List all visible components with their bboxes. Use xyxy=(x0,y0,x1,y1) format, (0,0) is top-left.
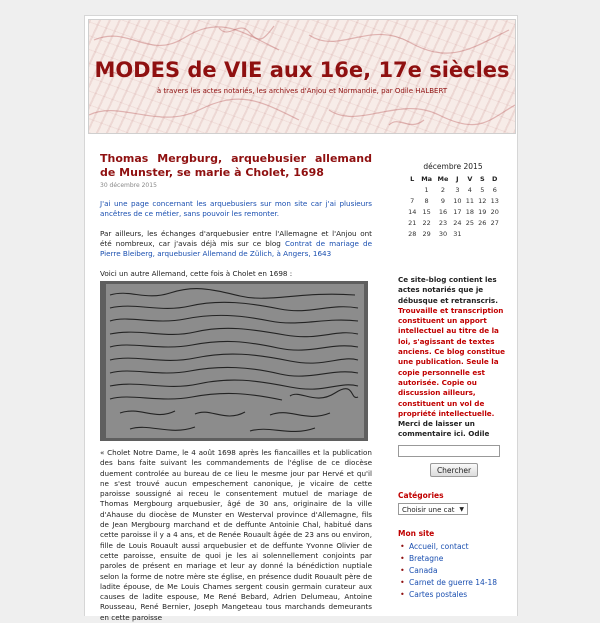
calendar-day-header: S xyxy=(479,174,485,183)
search-input[interactable] xyxy=(398,445,500,457)
calendar-day: 21 xyxy=(408,218,417,227)
calendar-day: 5 xyxy=(480,185,485,194)
calendar-day: 1 xyxy=(424,185,429,194)
calendar-day: 10 xyxy=(453,196,462,205)
calendar-day: 24 xyxy=(453,218,462,227)
calendar-day: 23 xyxy=(438,218,448,227)
calendar-day: 7 xyxy=(410,196,415,205)
calendar-day xyxy=(464,228,476,239)
calendar-day: 22 xyxy=(422,218,431,227)
calendar-day-header: J xyxy=(456,174,459,183)
site-description: à travers les actes notariés, les archives d'Anjou et Normandie, par Odile HALBERT xyxy=(156,87,448,95)
calendar-day: 11 xyxy=(465,196,474,205)
mysite-link-item xyxy=(398,541,508,553)
site-title[interactable]: MODES de VIE aux 16e, 17e siècles xyxy=(94,58,510,82)
calendar-caption: décembre 2015 xyxy=(423,162,483,171)
mysite-link-item xyxy=(398,589,508,601)
paragraph-echanges-text: Par ailleurs, les échanges d'arquebusier entre l'Allemagne et l'Anjou ont été nombreux, car j'avais déjà mis sur ce blog xyxy=(100,229,372,248)
notice-intro: Ce site-blog contient les actes notariés que je débusque et retranscris. xyxy=(398,275,498,305)
mysite-title: Mon site xyxy=(398,529,435,539)
calendar-day: 8 xyxy=(424,196,429,205)
calendar-day xyxy=(476,228,488,239)
link-carnet-guerre[interactable]: Carnet de guerre 14-18 xyxy=(409,578,498,588)
calendar-day: 26 xyxy=(478,218,487,227)
chevron-down-icon: ▼ xyxy=(459,506,464,514)
categories-select[interactable] xyxy=(398,503,468,515)
calendar-week xyxy=(406,184,501,195)
calendar-day: 15 xyxy=(422,207,431,216)
mysite-link-item xyxy=(398,553,508,565)
post-content xyxy=(100,152,372,623)
mysite-links xyxy=(398,541,508,601)
transcription-quote: « Cholet Notre Dame, le 4 août 1698 après les fiancailles et la publication des bans faite suivant les commandements de l'église de ce diocèse duement controlée au bureau de ce lieu le mesme jour par Hervé et qu'il ne s'est trouvé aucun empeschement canonique, je vicaire de cette paroisse soussigné ai receu le consentement mutuel de mariage de Thomas Mergbourg arquebusier, âgé de 30 ans, originaire de la ville d'Ahause du diocèse de Munster en Westerval province d'Allemagne, fils de Jean Mergbourg marchand et de deffunte Antoinie Chal, habitué dans cette paroisse il y a 4 ans, et de Renée Rouault âgée de 23 ans ou environ, fille de Louis Rouault aussi arquebusier et de deffunte Yvonne Olivier de cette paroisse, ensuite de quoi je les ai solennellement conjoints par paroles de présent en mariage et leur ay donné la bénédiction nuptiale selon la forme de notre mère ste église, en présence dudit Rouault père de ladite épouse, de Me Louis Chames sergent cousin germain curateur aux causes de ladite espouse, Me René Bebard, Adrien Delumeau, Antoine Rousseau, René Bernier, Joseph Mangeteau tous marchands demeurants en cette paroisse xyxy=(100,448,372,622)
calendar-day: 19 xyxy=(478,207,487,216)
link-bretagne[interactable]: Bretagne xyxy=(409,554,444,564)
paragraph-voici: Voici un autre Allemand, cette fois à Cholet en 1698 : xyxy=(100,269,293,278)
calendar-day: 16 xyxy=(438,207,448,216)
calendar-day: 25 xyxy=(465,218,474,227)
paragraph-intro xyxy=(100,199,372,219)
link-cartes-postales[interactable]: Cartes postales xyxy=(409,590,468,600)
calendar-day: 31 xyxy=(453,229,462,238)
calendar-day-header: D xyxy=(492,174,498,183)
arquebusiers-page-link[interactable]: J'ai une page concernant les arquebusiers sur mon site car j'ai plusieurs ancêtres de ce métier, sans pouvoir les remonter. xyxy=(100,199,372,218)
calendar-day xyxy=(489,228,501,239)
calendar-day-header: Ma xyxy=(421,174,433,183)
calendar-day: 18 xyxy=(465,207,474,216)
search-button[interactable]: Chercher xyxy=(430,463,478,477)
calendar-day: 13 xyxy=(490,196,499,205)
link-canada[interactable]: Canada xyxy=(409,566,438,576)
calendar-day: 29 xyxy=(422,229,431,238)
calendar-day: 17 xyxy=(453,207,462,216)
calendar-day: 14 xyxy=(408,207,417,216)
link-accueil[interactable]: Accueil, contact xyxy=(409,542,469,552)
calendar-day: 28 xyxy=(408,229,417,238)
calendar-week xyxy=(406,228,501,239)
calendar-day: 2 xyxy=(440,185,446,194)
calendar-day-header: V xyxy=(467,174,473,183)
calendar-day: 20 xyxy=(490,207,499,216)
calendar-day: 9 xyxy=(440,196,446,205)
copyright-notice xyxy=(398,275,508,440)
calendar-header-row xyxy=(406,173,501,184)
categories-title: Catégories xyxy=(398,491,444,501)
calendar-week xyxy=(406,195,501,206)
categories-select-value: Choisir une cat xyxy=(402,506,455,515)
post-title[interactable]: Thomas Mergburg, arquebusier allemand de Munster, se marie à Cholet, 1698 xyxy=(100,152,372,179)
notice-thanks: Merci de laisser un commentaire ici. Odile xyxy=(398,419,490,439)
sidebar xyxy=(398,162,508,601)
calendar-day: 30 xyxy=(438,229,448,238)
handwriting-scan xyxy=(100,281,368,441)
parish-register-image[interactable] xyxy=(100,281,368,441)
mysite-link-item xyxy=(398,577,508,589)
calendar-day: 4 xyxy=(467,185,472,194)
calendar-day: 3 xyxy=(455,185,460,194)
calendar-day: 6 xyxy=(492,185,497,194)
calendar-day-header: Me xyxy=(437,174,449,183)
bullet-icon: • xyxy=(400,578,405,588)
bullet-icon: • xyxy=(400,566,405,576)
page-container xyxy=(84,15,518,622)
notice-warning: Trouvaille et transcription constituent un apport intellectuel au titre de la loi, s'agissant de textes anciens. Ce blog constitue une publication. Seule la copie personnelle est autorisée. Copie ou discussion ailleurs, constituent un vol de propriété intellectuelle. xyxy=(398,305,505,418)
paragraph-echanges xyxy=(100,229,372,259)
calendar-day xyxy=(406,184,418,195)
calendar-day: 27 xyxy=(490,218,499,227)
post-date: 30 décembre 2015 xyxy=(100,182,157,189)
bullet-icon: • xyxy=(400,554,405,564)
calendar-day-header: L xyxy=(410,174,415,183)
site-header xyxy=(88,19,516,134)
calendar-day: 12 xyxy=(478,196,487,205)
calendar-week xyxy=(406,206,501,217)
bleiberg-contract-link[interactable]: Contrat de mariage de Pierre Bleiberg, arquebusier Allemand de Zülich, à Angers, 1643 xyxy=(100,239,372,258)
bullet-icon: • xyxy=(400,590,405,600)
bullet-icon: • xyxy=(400,542,405,552)
calendar xyxy=(406,173,501,239)
mysite-link-item xyxy=(398,565,508,577)
calendar-week xyxy=(406,217,501,228)
